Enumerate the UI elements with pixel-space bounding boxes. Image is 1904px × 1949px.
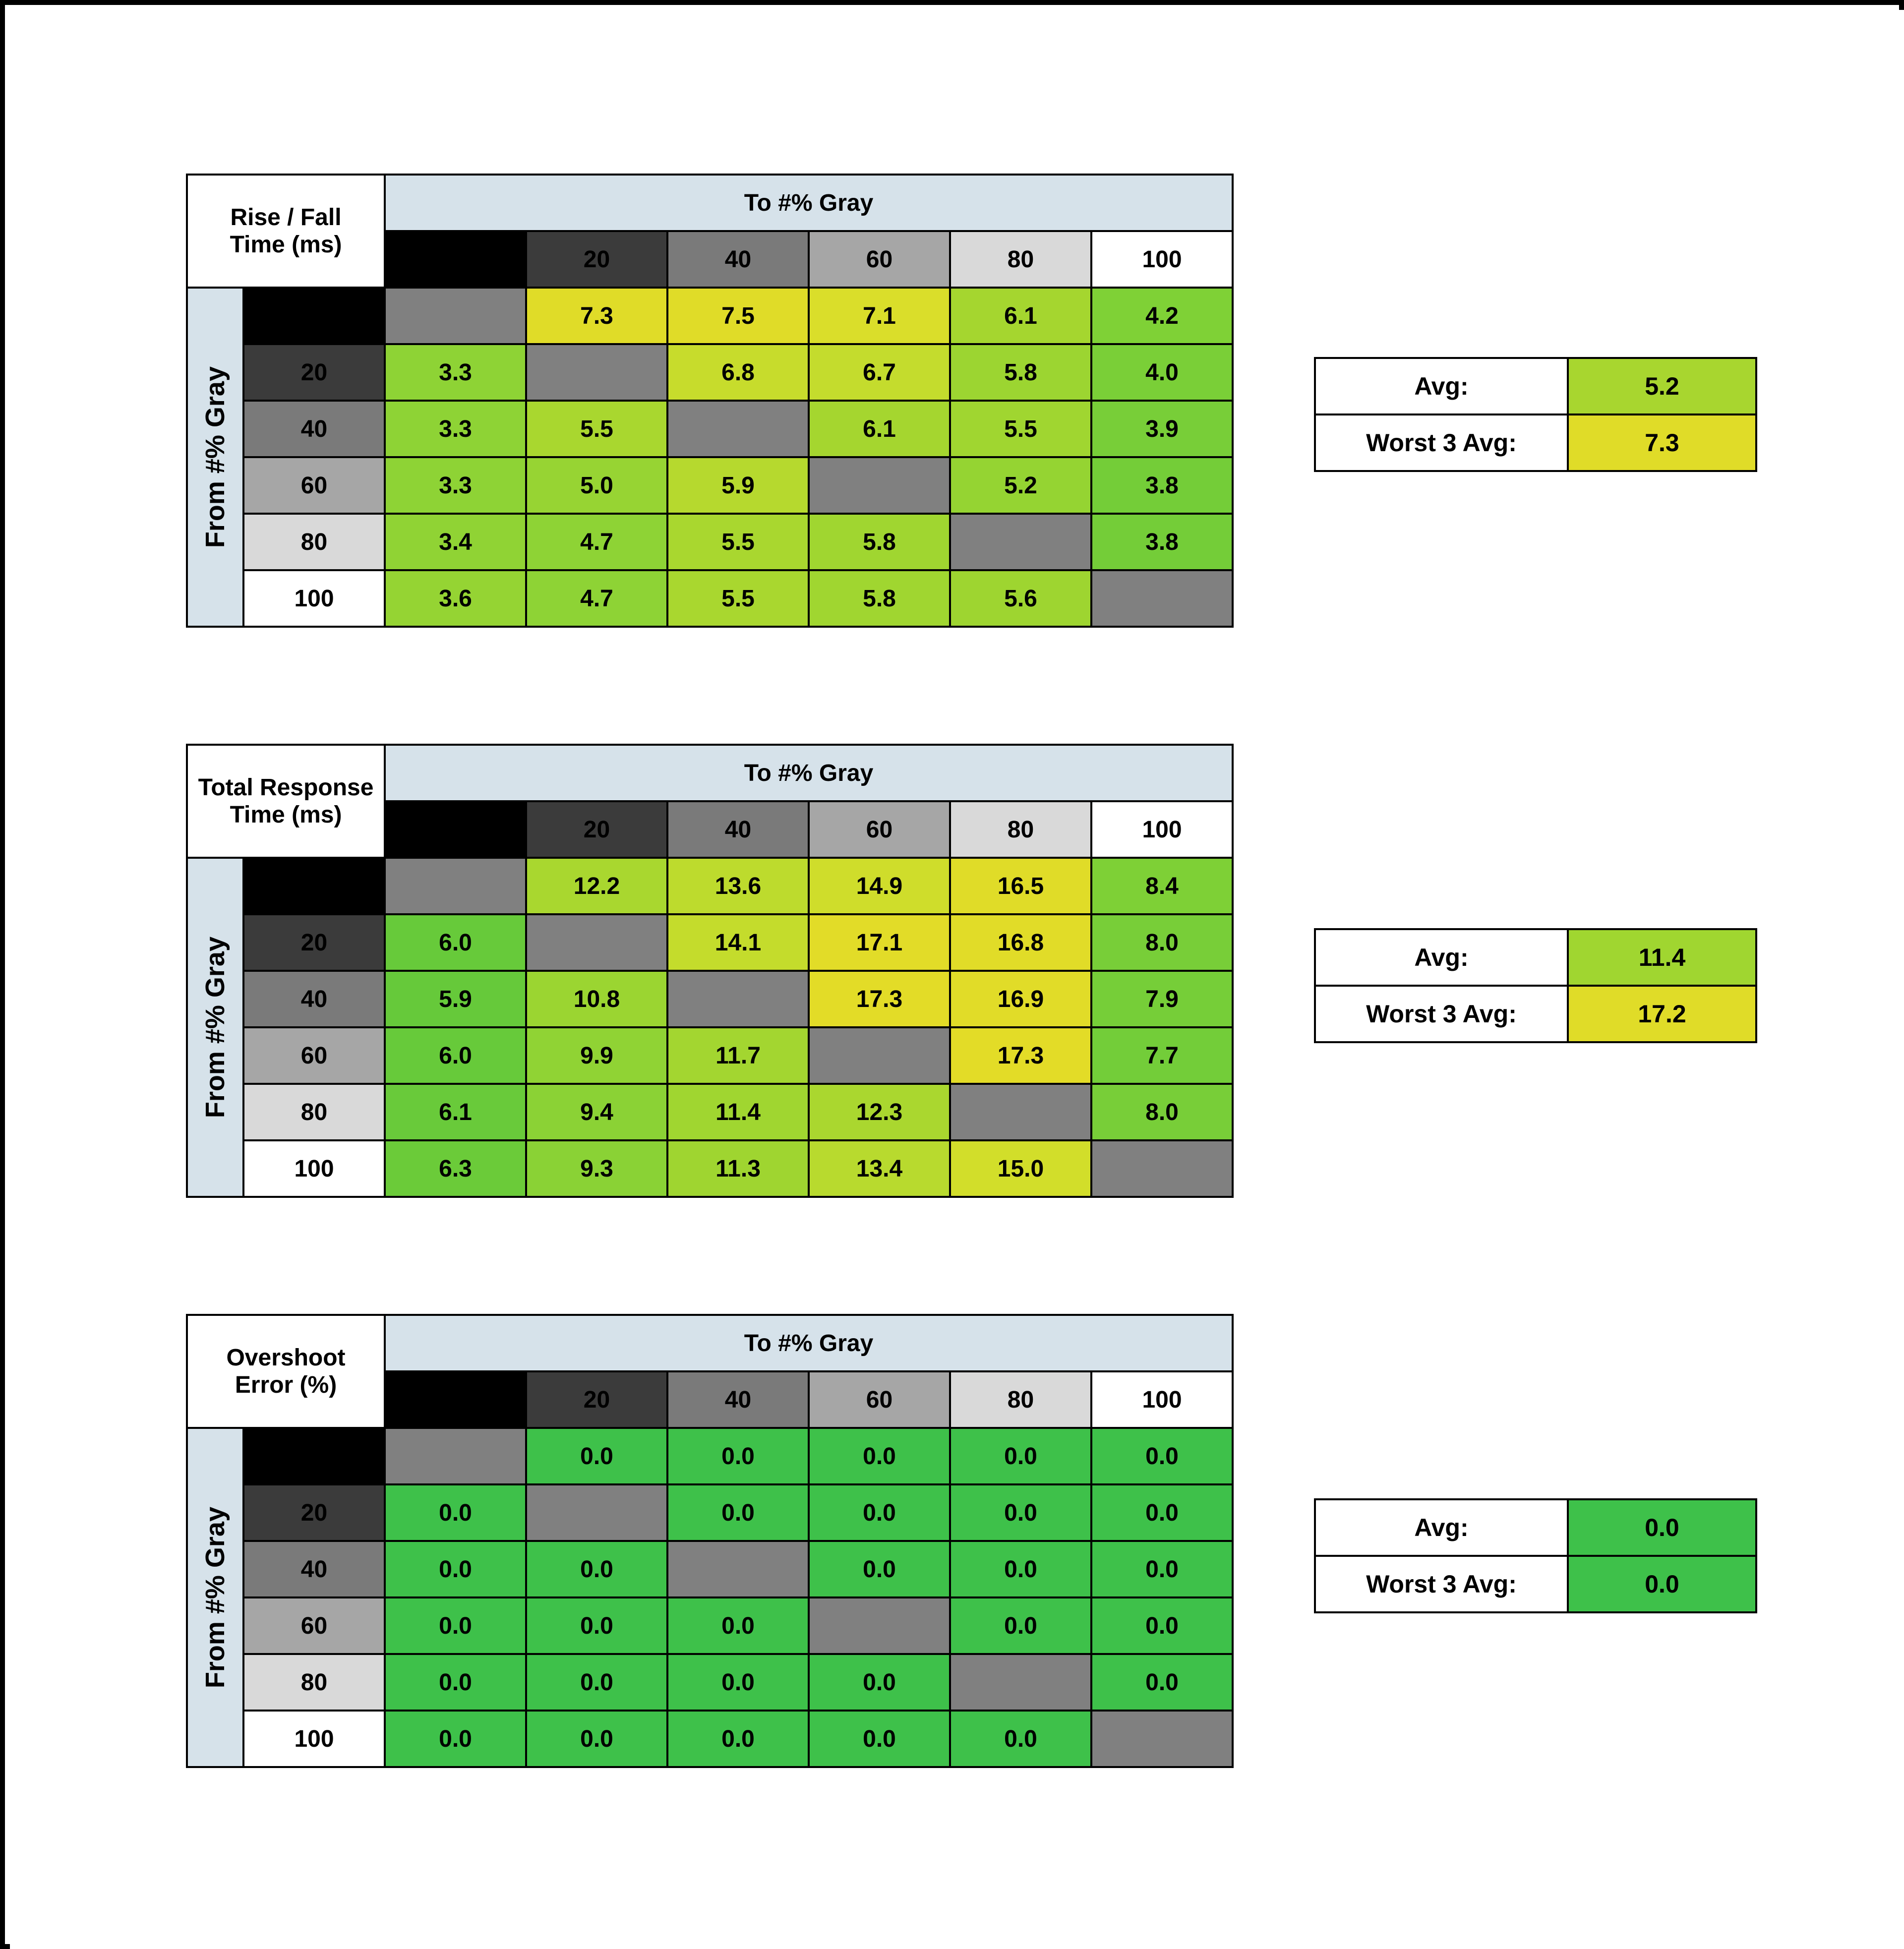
cell-3-1: 5.0 [526,457,667,514]
cell-4-4 [950,1084,1091,1140]
row-header-0: 0 [243,858,385,914]
row-axis-label-text: From #% Gray [200,366,230,548]
cell-0-0 [385,288,526,344]
column-axis-label: To #% Gray [385,745,1233,801]
summary-row-avg [1315,1499,1756,1556]
col-header-40: 40 [667,801,809,858]
table-row-title [187,1315,1233,1371]
cell-4-3: 5.8 [809,514,950,570]
cell-3-0: 3.3 [385,457,526,514]
cell-2-3: 17.3 [809,971,950,1027]
cell-1-2: 14.1 [667,914,809,971]
col-header-0: 0 [385,1371,526,1428]
cell-3-1: 9.9 [526,1027,667,1084]
column-axis-label: To #% Gray [385,175,1233,231]
cell-2-3: 0.0 [809,1541,950,1597]
col-header-80: 80 [950,231,1091,288]
cell-5-5 [1091,570,1233,627]
row-header-40: 40 [243,1541,385,1597]
cell-4-0: 0.0 [385,1654,526,1711]
cell-3-2: 11.7 [667,1027,809,1084]
cell-3-5: 0.0 [1091,1597,1233,1654]
cell-1-0: 6.0 [385,914,526,971]
row-header-100: 100 [243,570,385,627]
cell-0-5: 4.2 [1091,288,1233,344]
cell-3-3 [809,1597,950,1654]
avg-value: 11.4 [1568,929,1756,986]
summary-table-rise-fall [1314,357,1757,472]
col-header-0: 0 [385,231,526,288]
row-header-40: 40 [243,401,385,457]
cell-0-5: 8.4 [1091,858,1233,914]
cell-3-5: 3.8 [1091,457,1233,514]
cell-0-1: 12.2 [526,858,667,914]
col-header-60: 60 [809,231,950,288]
cell-1-3: 0.0 [809,1484,950,1541]
cell-5-3: 0.0 [809,1711,950,1767]
column-axis-label: To #% Gray [385,1315,1233,1371]
table-row [187,1027,1233,1084]
cell-1-5: 0.0 [1091,1484,1233,1541]
cell-2-5: 7.9 [1091,971,1233,1027]
table-row [187,344,1233,401]
title-line-1: Total Response [198,774,374,801]
cell-5-5 [1091,1711,1233,1767]
row-header-0: 0 [243,1428,385,1484]
table-row [187,514,1233,570]
cell-3-0: 6.0 [385,1027,526,1084]
cell-2-2 [667,401,809,457]
cell-3-3 [809,457,950,514]
cell-5-2: 0.0 [667,1711,809,1767]
table-row [187,1140,1233,1197]
cell-5-3: 13.4 [809,1140,950,1197]
cell-5-1: 0.0 [526,1711,667,1767]
cell-4-1: 9.4 [526,1084,667,1140]
worst3-label: Worst 3 Avg: [1315,1556,1568,1612]
cell-0-3: 0.0 [809,1428,950,1484]
summary-row-worst3 [1315,1556,1756,1612]
cell-2-2 [667,971,809,1027]
cell-5-0: 3.6 [385,570,526,627]
cell-3-2: 5.9 [667,457,809,514]
cell-3-5: 7.7 [1091,1027,1233,1084]
cell-4-5: 3.8 [1091,514,1233,570]
table-row [187,1084,1233,1140]
cell-0-4: 6.1 [950,288,1091,344]
row-header-0: 0 [243,288,385,344]
cell-1-2: 0.0 [667,1484,809,1541]
col-header-20: 20 [526,801,667,858]
cell-5-3: 5.8 [809,570,950,627]
table-title-overshoot [187,1315,385,1428]
col-header-40: 40 [667,231,809,288]
cell-5-4: 5.6 [950,570,1091,627]
worst3-label: Worst 3 Avg: [1315,414,1568,471]
row-header-60: 60 [243,1027,385,1084]
table-row [187,858,1233,914]
cell-2-2 [667,1541,809,1597]
cell-5-1: 9.3 [526,1140,667,1197]
cell-0-4: 0.0 [950,1428,1091,1484]
cell-2-4: 0.0 [950,1541,1091,1597]
cell-2-3: 6.1 [809,401,950,457]
row-header-20: 20 [243,344,385,401]
matrix-block-overshoot [186,1314,1234,1768]
cell-1-4: 5.8 [950,344,1091,401]
row-header-100: 100 [243,1140,385,1197]
heatmap-table-overshoot [186,1314,1234,1768]
table-row-title [187,745,1233,801]
cell-4-4 [950,1654,1091,1711]
col-header-0: 0 [385,801,526,858]
summary-row-avg [1315,929,1756,986]
worst3-value: 7.3 [1568,414,1756,471]
cell-5-5 [1091,1140,1233,1197]
title-line-1: Rise / Fall [230,204,342,231]
table-row [187,570,1233,627]
summary-row-worst3 [1315,986,1756,1042]
table-row [187,401,1233,457]
cell-3-4: 5.2 [950,457,1091,514]
cell-4-0: 3.4 [385,514,526,570]
cell-0-3: 7.1 [809,288,950,344]
table-row [187,914,1233,971]
avg-value: 5.2 [1568,358,1756,414]
cell-1-3: 17.1 [809,914,950,971]
summary-table-total-response [1314,928,1757,1043]
cell-4-3: 0.0 [809,1654,950,1711]
row-header-60: 60 [243,457,385,514]
cell-4-1: 4.7 [526,514,667,570]
cell-1-2: 6.8 [667,344,809,401]
cell-3-2: 0.0 [667,1597,809,1654]
cell-4-1: 0.0 [526,1654,667,1711]
cell-1-5: 8.0 [1091,914,1233,971]
cell-5-0: 0.0 [385,1711,526,1767]
row-header-80: 80 [243,514,385,570]
col-header-100: 100 [1091,231,1233,288]
cell-2-4: 5.5 [950,401,1091,457]
matrix-block-total-response [186,744,1234,1198]
title-line-2: Time (ms) [230,232,342,258]
row-axis-label [187,858,243,1197]
cell-1-1 [526,1484,667,1541]
row-axis-label-text: From #% Gray [200,936,230,1119]
cell-4-2: 5.5 [667,514,809,570]
col-header-80: 80 [950,801,1091,858]
cell-3-4: 0.0 [950,1597,1091,1654]
col-header-20: 20 [526,231,667,288]
title-line-2: Time (ms) [230,802,342,828]
cell-3-1: 0.0 [526,1597,667,1654]
cell-2-4: 16.9 [950,971,1091,1027]
row-header-20: 20 [243,914,385,971]
row-axis-label [187,1428,243,1767]
heatmap-table-total-response [186,744,1234,1198]
title-line-1: Overshoot [226,1344,346,1371]
avg-value: 0.0 [1568,1499,1756,1556]
cell-2-0: 5.9 [385,971,526,1027]
col-header-20: 20 [526,1371,667,1428]
table-row [187,971,1233,1027]
page-content [10,10,1904,1949]
col-header-100: 100 [1091,1371,1233,1428]
heatmap-table-rise-fall [186,174,1234,628]
row-header-60: 60 [243,1597,385,1654]
summary-table-overshoot [1314,1498,1757,1613]
cell-5-0: 6.3 [385,1140,526,1197]
cell-2-0: 3.3 [385,401,526,457]
row-header-80: 80 [243,1654,385,1711]
cell-1-4: 0.0 [950,1484,1091,1541]
cell-3-4: 17.3 [950,1027,1091,1084]
summary-row-worst3 [1315,414,1756,471]
cell-2-0: 0.0 [385,1541,526,1597]
row-header-100: 100 [243,1711,385,1767]
table-row [187,457,1233,514]
cell-1-0: 0.0 [385,1484,526,1541]
cell-1-0: 3.3 [385,344,526,401]
cell-3-0: 0.0 [385,1597,526,1654]
table-row [187,288,1233,344]
summary-row-avg [1315,358,1756,414]
row-axis-label-text: From #% Gray [200,1506,230,1689]
row-axis-label [187,288,243,627]
table-row [187,1484,1233,1541]
cell-4-4 [950,514,1091,570]
avg-label: Avg: [1315,1499,1568,1556]
cell-4-2: 0.0 [667,1654,809,1711]
table-row [187,1597,1233,1654]
table-row [187,1711,1233,1767]
col-header-80: 80 [950,1371,1091,1428]
table-title-rise-fall [187,175,385,288]
row-header-40: 40 [243,971,385,1027]
table-row-title [187,175,1233,231]
cell-4-3: 12.3 [809,1084,950,1140]
cell-2-5: 0.0 [1091,1541,1233,1597]
cell-5-2: 11.3 [667,1140,809,1197]
table-row [187,1654,1233,1711]
cell-1-3: 6.7 [809,344,950,401]
cell-1-1 [526,914,667,971]
cell-0-1: 7.3 [526,288,667,344]
table-row [187,1541,1233,1597]
cell-4-5: 0.0 [1091,1654,1233,1711]
cell-0-5: 0.0 [1091,1428,1233,1484]
worst3-value: 17.2 [1568,986,1756,1042]
table-row [187,1428,1233,1484]
cell-0-3: 14.9 [809,858,950,914]
col-header-60: 60 [809,1371,950,1428]
col-header-40: 40 [667,1371,809,1428]
cell-5-1: 4.7 [526,570,667,627]
cell-0-0 [385,858,526,914]
cell-0-4: 16.5 [950,858,1091,914]
cell-5-4: 0.0 [950,1711,1091,1767]
cell-0-2: 0.0 [667,1428,809,1484]
title-line-2: Error (%) [235,1372,337,1398]
cell-2-1: 0.0 [526,1541,667,1597]
matrix-block-rise-fall [186,174,1234,628]
cell-0-2: 13.6 [667,858,809,914]
col-header-60: 60 [809,801,950,858]
cell-4-5: 8.0 [1091,1084,1233,1140]
cell-2-5: 3.9 [1091,401,1233,457]
cell-4-2: 11.4 [667,1084,809,1140]
cell-1-1 [526,344,667,401]
row-header-80: 80 [243,1084,385,1140]
cell-1-5: 4.0 [1091,344,1233,401]
cell-0-0 [385,1428,526,1484]
row-header-20: 20 [243,1484,385,1541]
worst3-label: Worst 3 Avg: [1315,986,1568,1042]
col-header-100: 100 [1091,801,1233,858]
cell-4-0: 6.1 [385,1084,526,1140]
table-title-total-response [187,745,385,858]
avg-label: Avg: [1315,358,1568,414]
cell-1-4: 16.8 [950,914,1091,971]
worst3-value: 0.0 [1568,1556,1756,1612]
cell-5-2: 5.5 [667,570,809,627]
cell-2-1: 10.8 [526,971,667,1027]
cell-5-4: 15.0 [950,1140,1091,1197]
cell-0-1: 0.0 [526,1428,667,1484]
cell-2-1: 5.5 [526,401,667,457]
avg-label: Avg: [1315,929,1568,986]
cell-0-2: 7.5 [667,288,809,344]
cell-3-3 [809,1027,950,1084]
